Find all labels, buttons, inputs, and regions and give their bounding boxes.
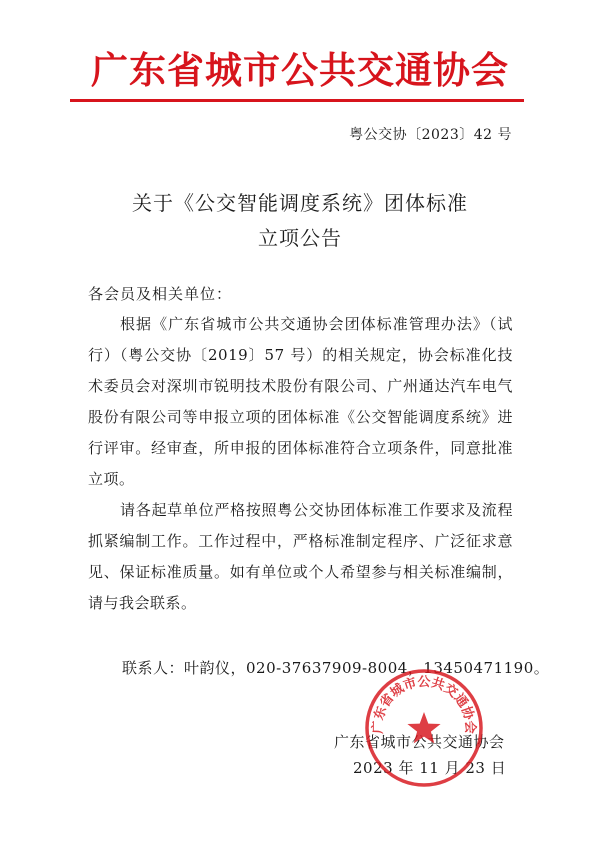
letterhead-rule bbox=[70, 99, 524, 102]
signature-date: 2023 年 11 月 23 日 bbox=[353, 759, 507, 777]
letterhead-title: 广东省城市公共交通协会 bbox=[91, 49, 509, 92]
document-number: 粤公交协〔2023〕42 号 bbox=[349, 127, 512, 143]
body-paragraph-2: 请各起草单位严格按照粤公交协团体标准工作要求及流程抓紧编制工作。工作过程中，严格标准制定程序、广泛征求意见、保证标准质量。如有单位或个人希望参与相关标准编制，请与我会联系。 bbox=[88, 501, 513, 612]
seal-star-icon bbox=[407, 712, 440, 743]
document-title-line-1: 关于《公交智能调度系统》团体标准 bbox=[132, 191, 468, 215]
salutation: 各会员及相关单位： bbox=[88, 285, 233, 303]
seal-text: 广东省城市公共交通协会 bbox=[370, 675, 478, 734]
body-paragraph-1: 根据《广东省城市公共交通协会团体标准管理办法》（试行）（粤公交协〔2019〕57 号）的相关规定，协会标准化技术委员会对深圳市锐明技术股份有限公司、广州通达汽车电气股份有限公司等申报立项的团体标准《公交智能调度系统》进行评审。经审查，所申报的团体标准符合立项条件，同意批准立项。 bbox=[88, 315, 513, 488]
document-title-line-2: 立项公告 bbox=[258, 226, 342, 250]
contact-line: 联系人：叶韵仪，020-37637909-8004，13450471190。 bbox=[122, 659, 550, 677]
official-seal-stamp bbox=[362, 666, 486, 790]
signature-organization: 广东省城市公共交通协会 bbox=[334, 733, 505, 751]
